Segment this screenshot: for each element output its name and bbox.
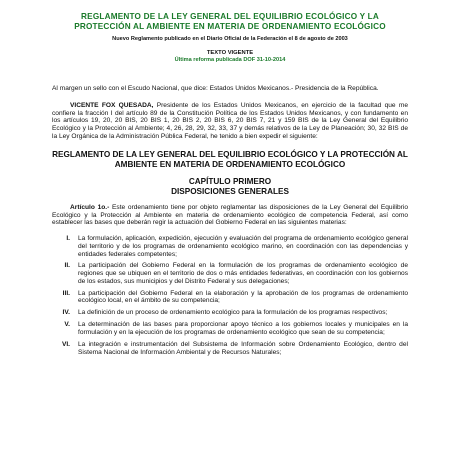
seal-paragraph: Al margen un sello con el Escudo Nacional, que dice: Estados Unidos Mexicanos.- Presidencia de la República. [52, 85, 379, 93]
item-text: La integración e instrumentación del Subsistema de Información sobre Ordenamiento Ecológico, dentro del Sistema Nacional de Información Ambiental y de Recursos Naturales; [78, 340, 408, 356]
list-item [52, 309, 408, 317]
article-items [52, 235, 408, 356]
item-text: La participación del Gobierno Federal en la elaboración y la aprobación de los programas de ordenamiento ecológico local, en el ámbito de su competencia; [78, 289, 408, 305]
item-number: III. [62, 289, 70, 297]
chapter-title: CAPÍTULO PRIMERO [188, 177, 272, 187]
article-label: Artículo 1o.- [70, 204, 110, 212]
item-text: La determinación de las bases para proporcionar apoyo técnico a los gobiernos locales y municipales en la formulación y en la ejecución de los programas de ordenamiento ecológico que sean de su competencia; [78, 321, 408, 336]
item-number: IV. [62, 309, 70, 317]
document-title: REGLAMENTO DE LA LEY GENERAL DEL EQUILIBRIO ECOLÓGICO Y LA PROTECCIÓN AL AMBIENTE EN MATERIA DE ORDENAMIENTO ECOLÓGICO [74, 12, 386, 31]
list-item [52, 235, 408, 258]
item-number: VI. [61, 340, 70, 348]
list-item [52, 321, 408, 336]
law-title: REGLAMENTO DE LA LEY GENERAL DEL EQUILIBRIO ECOLÓGICO Y LA PROTECCIÓN AL AMBIENTE EN MATERIA DE ORDENAMIENTO ECOLÓGICO [52, 150, 408, 169]
list-item [52, 262, 408, 285]
preamble-paragraph [52, 102, 408, 141]
chapter-subtitle: DISPOSICIONES GENERALES [171, 186, 289, 196]
publication-note: Nuevo Reglamento publicado en el Diario Oficial de la Federación el 8 de agosto de 2003 [112, 36, 348, 43]
article-text: Este ordenamiento tiene por objeto reglamentar las disposiciones de la Ley General del Equilibrio Ecológico y la Protección al Ambiente en materia de ordenamiento ecológico de competencia Federal, así como establecer las bases que deberán regir la actuación del Gobierno Federal en las siguientes materias: [52, 204, 408, 227]
list-item [52, 341, 408, 356]
item-number: I. [66, 235, 70, 243]
chapter-heading [52, 177, 408, 196]
item-number: V. [64, 321, 70, 329]
preamble-text: Presidente de los Estados Unidos Mexicanos, en ejercicio de la facultad que me confiere la fracción I del artículo 89 de la Constitución Política de los Estados Unidos Mexicanos, y con fundamento en los artículos 19, 20, 20 BIS, 20 BIS 1, 20 BIS 2, 20 BIS 6, 20 BIS 7, 21 y 159 BIS de la Ley General del Equilibrio Ecológico y la Protección al Ambiente; 4, 26, 28, 29, 32, 33, 37 y demás relativos de la Ley de Planeación; 30, 32 BIS de la Ley Orgánica de la Administración Pública Federal, he tenido a bien expedir el siguiente: [52, 101, 408, 140]
article-1-paragraph [52, 204, 408, 227]
item-text: La formulación, aplicación, expedición, ejecución y evaluación del programa de ordenamiento ecológico general del territorio y de los programas de ordenamiento ecológico marino, en coordinación con las dependencias y entidades federales competentes; [78, 235, 408, 258]
last-reform-note: Última reforma publicada DOF 31-10-2014 [174, 57, 286, 64]
preamble-name: VICENTE FOX QUESADA, [70, 101, 154, 109]
item-text: La definición de un proceso de ordenamiento ecológico para la formulación de los programas respectivos; [78, 309, 388, 317]
list-item [52, 290, 408, 305]
item-number: II. [64, 262, 70, 270]
vigente-label: TEXTO VIGENTE [206, 50, 254, 57]
item-text: La participación del Gobierno Federal en la formulación de los programas de ordenamiento ecológico de regiones que se ubiquen en el territorio de dos o más entidades federativas, en coordinación con los gobiernos de los estados, sus municipios y del Distrito Federal y sus delegaciones; [78, 262, 408, 285]
